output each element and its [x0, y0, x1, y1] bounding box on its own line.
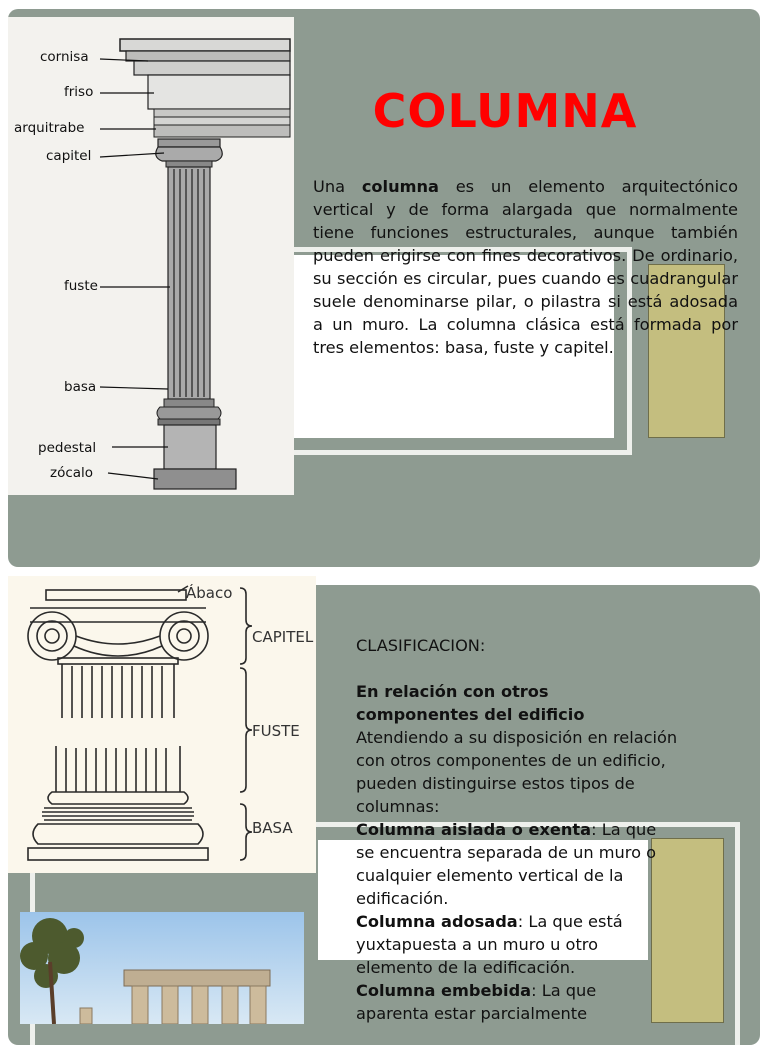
label-fuste: FUSTE [252, 722, 300, 740]
item-term: Columna embebida [356, 981, 532, 1000]
label-zocalo: zócalo [50, 465, 94, 481]
label-cornisa: cornisa [40, 49, 89, 65]
label-basa: BASA [252, 819, 293, 837]
classification-heading: CLASIFICACION: [356, 636, 486, 655]
intro-paragraph [313, 175, 738, 359]
label-pedestal: pedestal [38, 440, 97, 456]
ionic-capital-diagram [8, 576, 316, 873]
item-term: Columna aislada o exenta [356, 820, 592, 839]
column-diagram [8, 17, 294, 495]
label-capitel: CAPITEL [252, 628, 314, 646]
temple-ruins-photo [20, 912, 304, 1024]
item-desc: : La que aparenta estar parcialmente [356, 981, 597, 1023]
subheading-text: En relación con otros componentes del edificio [356, 682, 585, 724]
label-abaco: Ábaco [186, 584, 233, 602]
classification-subheading [356, 680, 656, 726]
intro-bold: columna [361, 177, 439, 196]
intro-post: es un elemento arquitectónico vertical y de forma alargada que normalmente tiene funciones estructurales, aunque también pueden erigirse con fines decorativos. De ordinario, su sección es circular, pues cuando es cuadrangular suele denominarse pilar, o pilastra si está adosada a un muro. La columna clásica está formada por tres elementos: basa, fuste y capitel. [313, 177, 738, 357]
lead-text: Atendiendo a su disposición en relación con otros componentes de un edificio, pueden distinguirse estos tipos de columnas: [356, 728, 678, 816]
label-fuste: fuste [64, 278, 98, 294]
label-basa: basa [64, 379, 97, 395]
item-desc: : La que se encuentra separada de un muro o cualquier elemento vertical de la edificación. [356, 820, 657, 908]
classification-body [356, 726, 702, 1025]
list-item [356, 818, 676, 910]
list-item [356, 979, 656, 1025]
label-friso: friso [64, 84, 94, 100]
item-desc: : La que está yuxtapuesta a un muro u otro elemento de la edificación. [356, 912, 623, 977]
label-arquitrabe: arquitrabe [14, 120, 85, 136]
intro-pre: Una [313, 177, 362, 196]
list-item [356, 910, 676, 979]
item-term: Columna adosada [356, 912, 518, 931]
slide-title: COLUMNA [372, 84, 638, 138]
label-capitel: capitel [46, 148, 92, 164]
